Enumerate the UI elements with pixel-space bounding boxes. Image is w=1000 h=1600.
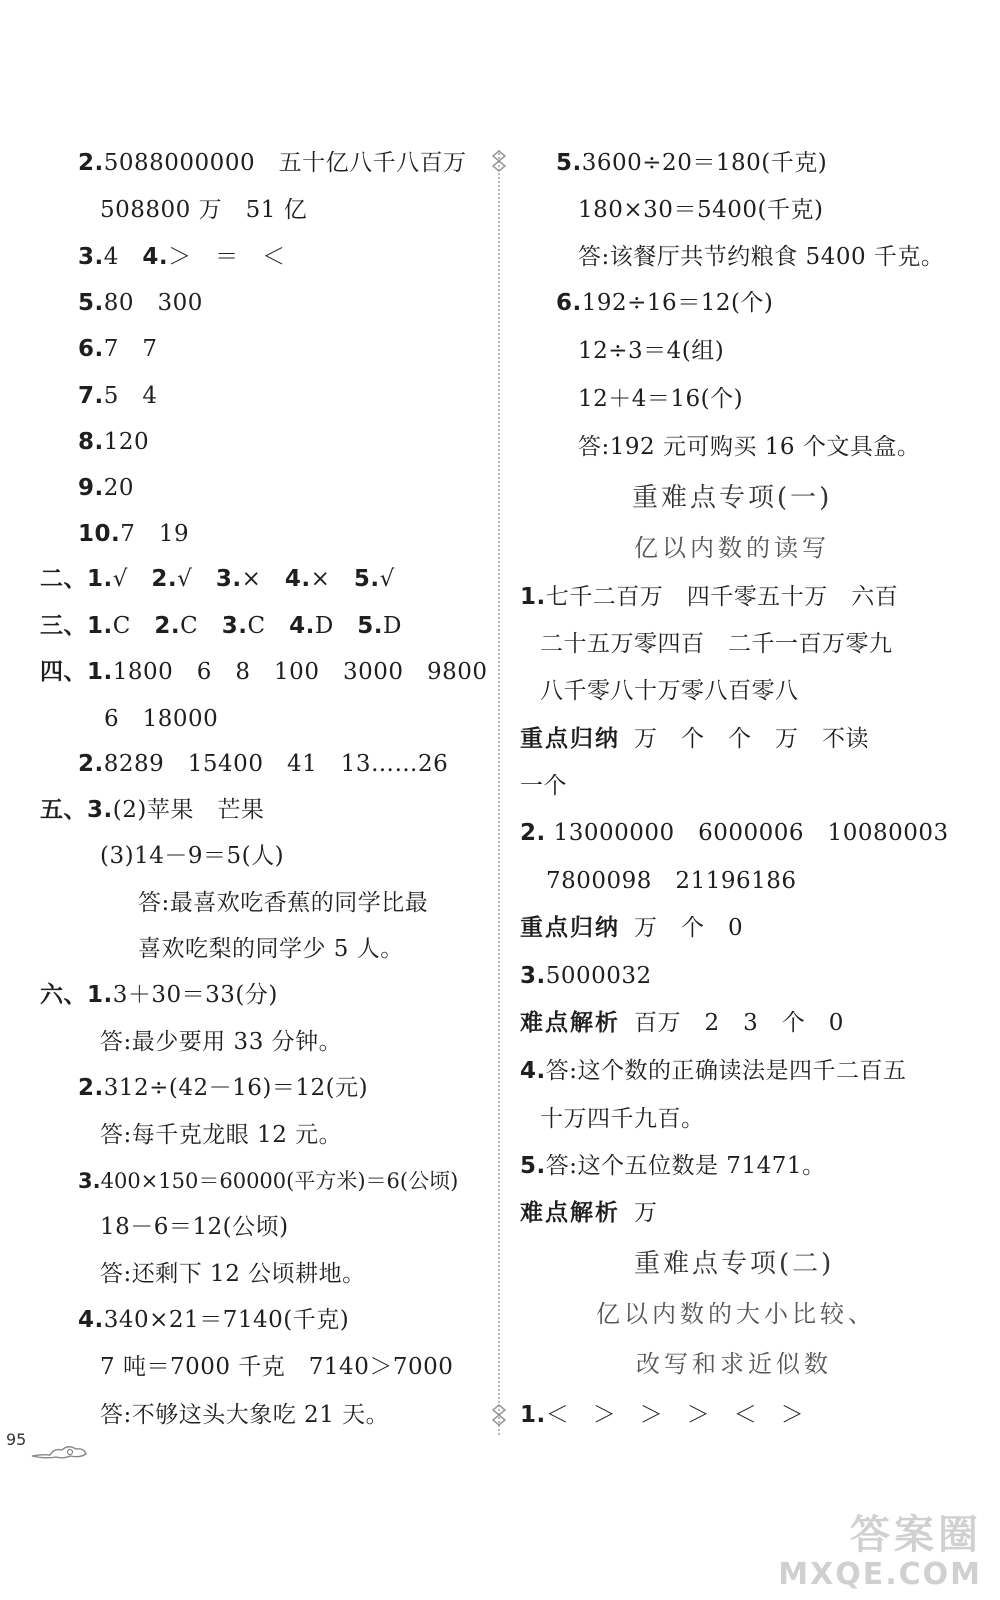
answer-line: 3.400×150＝60000(平方米)＝6(公顷) [78, 1169, 459, 1193]
answer-line: 3.4 4.＞ ＝ ＜ [78, 244, 286, 270]
answer-line: 6.7 7 [78, 336, 158, 362]
answer-line: 7 吨＝7000 千克 7140＞7000 [100, 1354, 454, 1380]
section-title: 重难点专项(一) [632, 483, 833, 513]
answer-line: 六、1.3＋30＝33(分) [40, 982, 278, 1008]
watermark-cn: 答案圈 [850, 1512, 982, 1558]
answer-line: 12＋4＝16(个) [578, 386, 744, 412]
answer-line: 答:最少要用 33 分钟。 [100, 1029, 343, 1055]
answer-line: 四、1.1800 6 8 100 3000 9800 [40, 659, 488, 685]
page-number: 95 [6, 1430, 27, 1449]
answer-line: 1.＜ ＞ ＞ ＞ ＜ ＞ [520, 1402, 805, 1428]
answer-line: 7.5 4 [78, 383, 158, 409]
watermark-en: MXQE.COM [778, 1557, 982, 1592]
answer-line: 答:不够这头大象吃 21 天。 [100, 1402, 390, 1428]
section-subtitle: 亿以内数的读写 [634, 534, 830, 562]
answer-line: 难点解析 百万 2 3 个 0 [520, 1010, 844, 1036]
answer-line: 答:还剩下 12 公顷耕地。 [100, 1261, 366, 1287]
answer-line: 6.192÷16＝12(个) [556, 290, 774, 316]
answer-line: 喜欢吃梨的同学少 5 人。 [138, 936, 404, 962]
divider-ornament-top-icon [490, 150, 508, 172]
answer-line: 三、1.C 2.C 3.C 4.D 5.D [40, 613, 402, 639]
answer-line: 二、1.√ 2.√ 3.× 4.× 5.√ [40, 566, 395, 592]
answer-line: 八千零八十万零八百零八 [540, 678, 799, 704]
answer-line: 9.20 [78, 475, 135, 501]
answer-line: 4.答:这个数的正确读法是四千二百五 [520, 1058, 907, 1084]
answer-line: 5.答:这个五位数是 71471。 [520, 1153, 826, 1179]
answer-line: 答:192 元可购买 16 个文具盒。 [578, 434, 921, 460]
answer-line: 五、3.(2)苹果 芒果 [40, 797, 265, 823]
answer-line: 2.5088000000 五十亿八千八百万 [78, 150, 467, 176]
answer-line: 重点归纳 万 个 个 万 不读 [520, 726, 869, 752]
answer-line: 一个 [520, 773, 567, 799]
answer-line: 4.340×21＝7140(千克) [78, 1307, 350, 1333]
answer-line: 508800 万 51 亿 [100, 197, 308, 223]
section-subtitle: 亿以内数的大小比较、 [596, 1300, 876, 1328]
answer-line: 答:每千克龙眼 12 元。 [100, 1122, 343, 1148]
answer-line: 12÷3＝4(组) [578, 338, 725, 364]
answer-line: 十万四千九百。 [540, 1106, 705, 1132]
answer-line: 3.5000032 [520, 963, 652, 989]
answer-line: 8.120 [78, 429, 150, 455]
answer-line: 2.312÷(42－16)＝12(元) [78, 1075, 369, 1101]
answer-line: 二十五万零四百 二千一百万零九 [540, 631, 893, 657]
column-divider [498, 150, 500, 1435]
answer-line: 180×30＝5400(千克) [578, 197, 824, 223]
answer-line: 10.7 19 [78, 521, 190, 547]
watermark [778, 1512, 982, 1592]
cloud-ornament-icon [30, 1440, 92, 1460]
answer-line: 18－6＝12(公顷) [100, 1214, 289, 1240]
answer-line: (3)14－9＝5(人) [100, 843, 285, 869]
answer-line: 5.80 300 [78, 290, 203, 316]
answer-line: 5.3600÷20＝180(千克) [556, 150, 828, 176]
answer-line: 难点解析 万 [520, 1200, 658, 1226]
answer-line: 答:最喜欢吃香蕉的同学比最 [138, 890, 429, 916]
answer-line: 6 18000 [104, 706, 219, 732]
answer-line: 2.8289 15400 41 13……26 [78, 751, 449, 777]
section-title: 重难点专项(二) [634, 1249, 835, 1279]
section-subtitle: 改写和求近似数 [636, 1350, 832, 1378]
divider-ornament-bottom-icon [490, 1404, 508, 1426]
answer-line: 重点归纳 万 个 0 [520, 915, 744, 941]
answer-line: 1.七千二百万 四千零五十万 六百 [520, 584, 899, 610]
answer-line: 7800098 21196186 [546, 868, 797, 894]
answer-line: 2. 13000000 6000006 10080003 [520, 820, 949, 846]
answer-line: 答:该餐厅共节约粮食 5400 千克。 [578, 244, 945, 270]
